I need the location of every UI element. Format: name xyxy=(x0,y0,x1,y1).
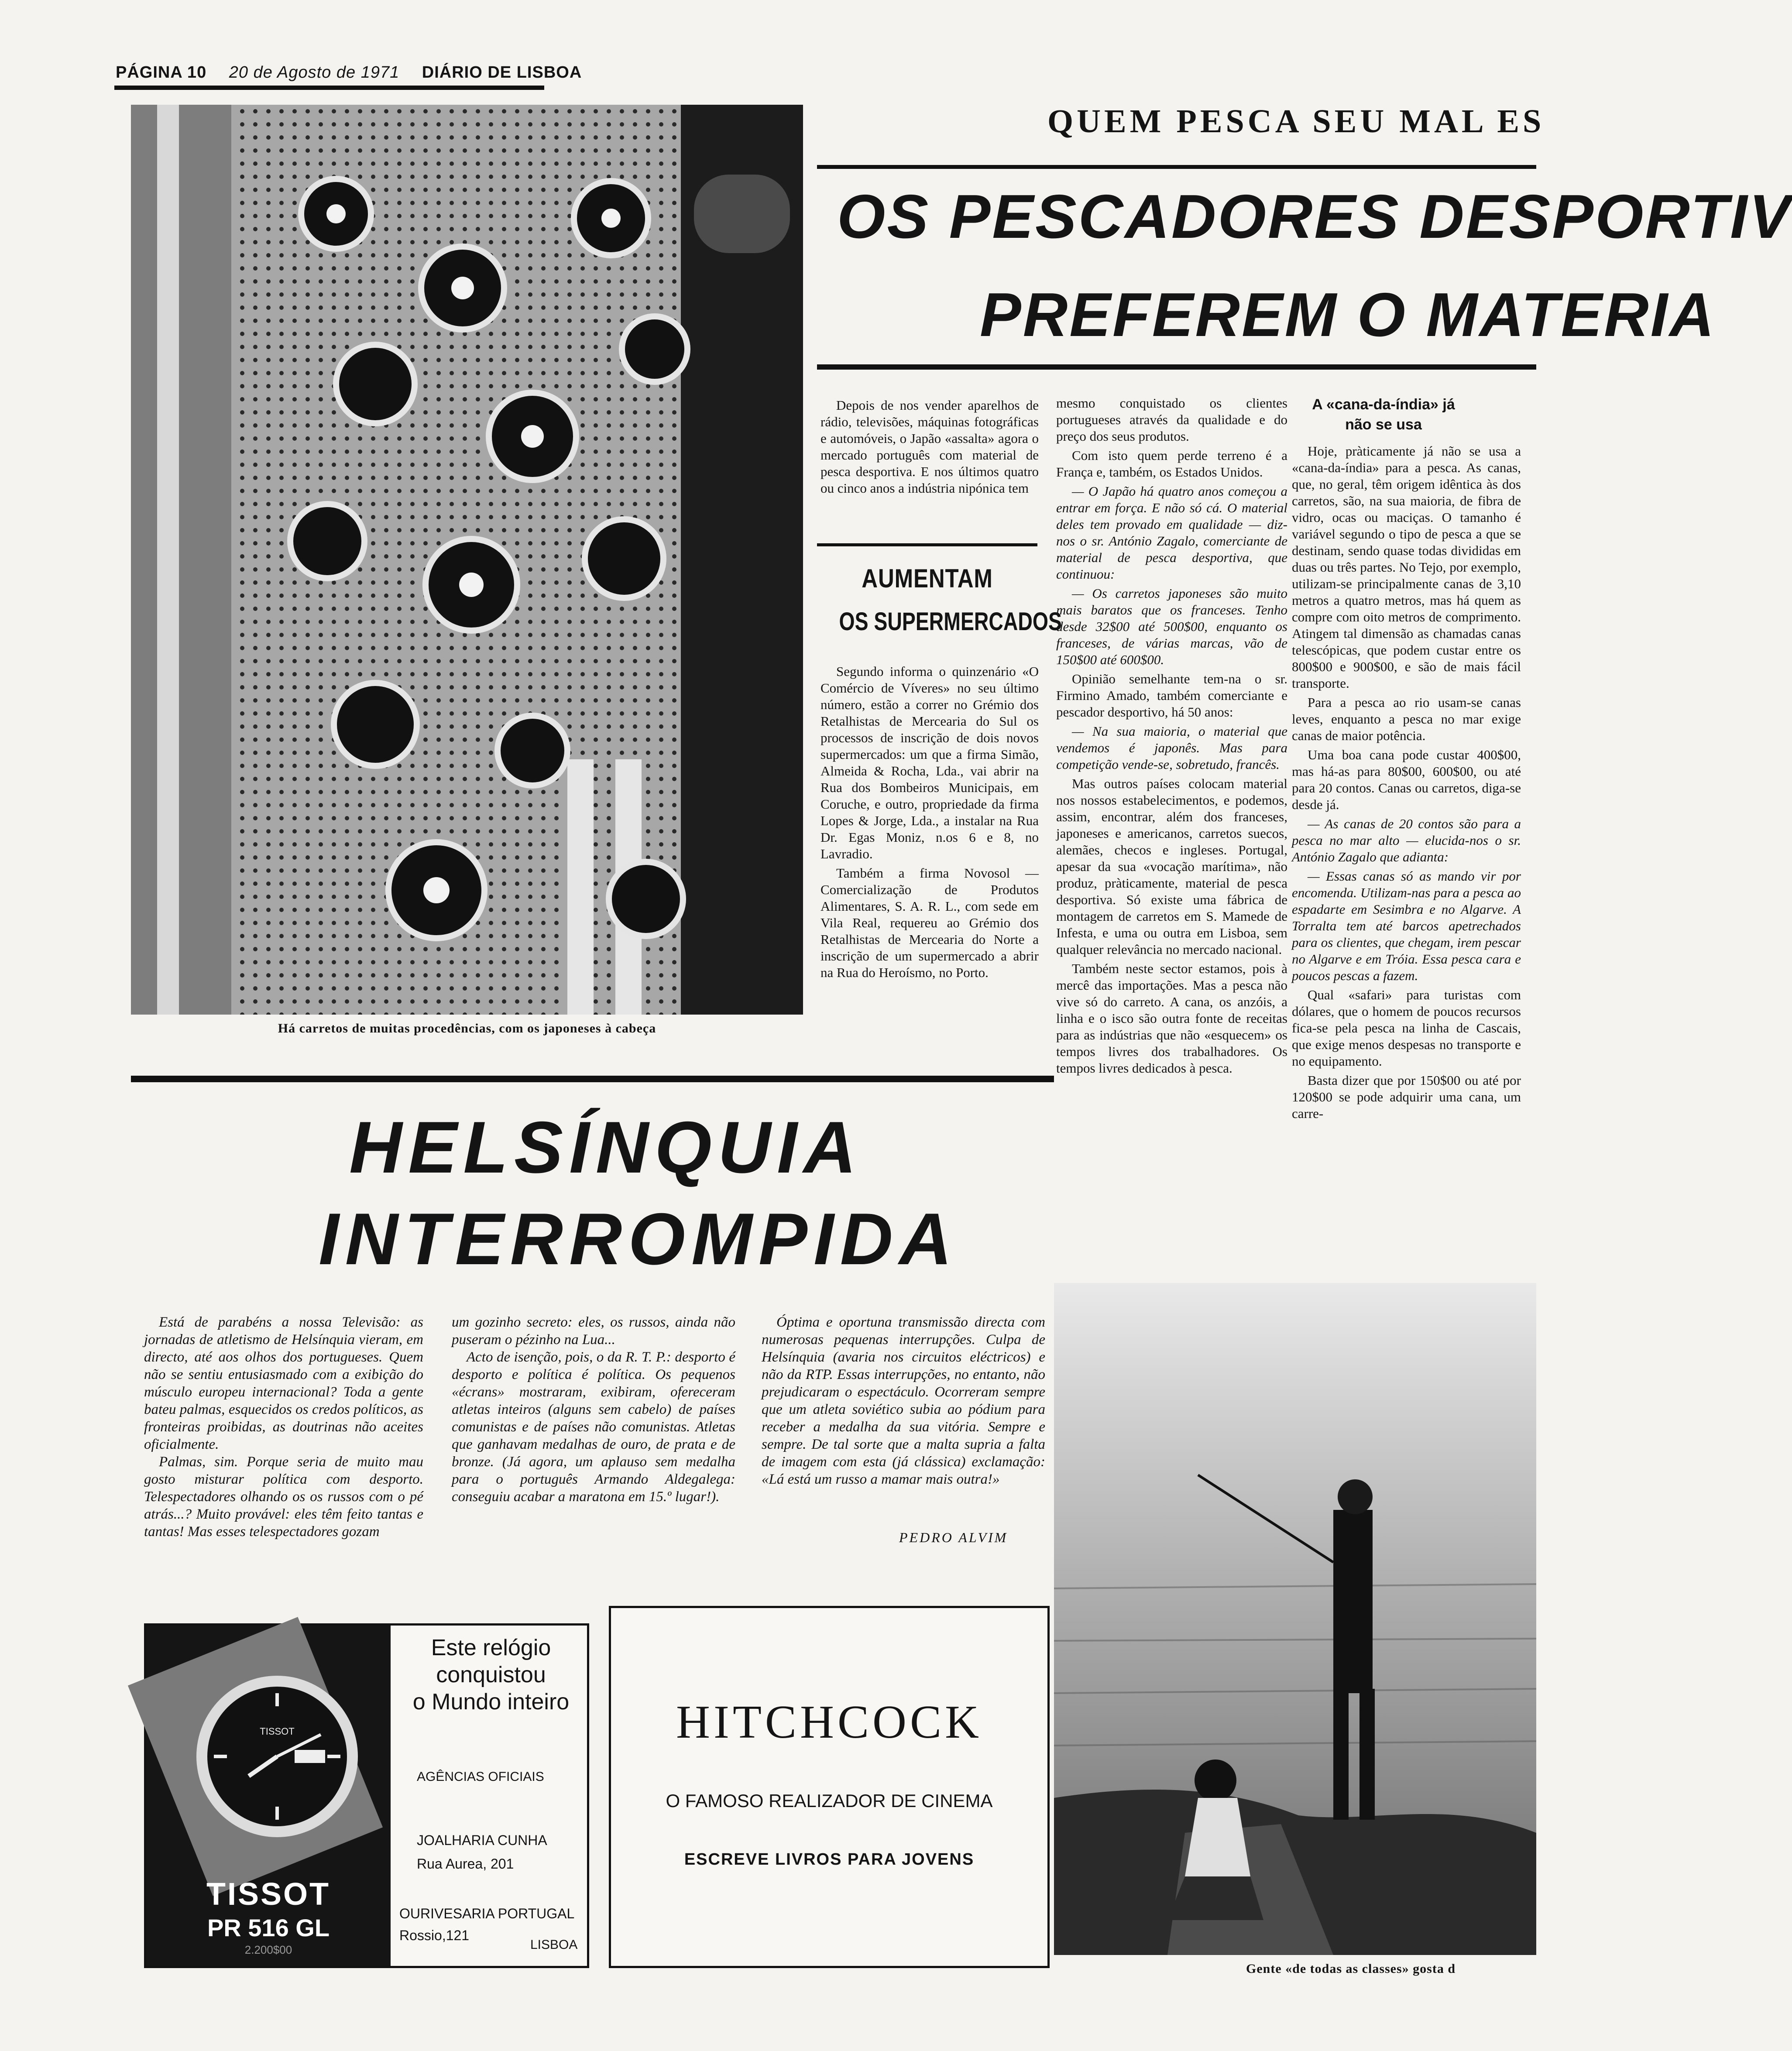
helsinki-col1-p2: Palmas, sim. Porque seria de muito mau gosto misturar política com desporto. Telespectadores olhando os os russos com o pé atrás...? Muito provável: eles têm feito tantas e tantas! Mas esses telespectadores gozam xyxy=(144,1454,423,1540)
fishing-col2-p1: mesmo conquistado os clientes portugueses através da qualidade e do preço dos seus produtos. xyxy=(1056,395,1287,444)
header-rule xyxy=(114,86,544,90)
fishing-col3-p2: Para a pesca ao rio usam-se canas leves, enquanto a pesca no mar exige canas de maior potência. xyxy=(1292,695,1521,743)
photo-caption-reels: Há carretos de muitas procedências, com os japoneses à cabeça xyxy=(278,1021,656,1036)
fishing-col3-quote-20-contos: — As canas de 20 contos são para a pesca no mar alto — elucida-nos o sr. António Zagalo que adianta: xyxy=(1292,816,1521,864)
page-folio xyxy=(116,63,599,82)
hitchcock-title: HITCHCOCK xyxy=(676,1696,983,1748)
fishing-col3-p6: Qual «safari» para turistas com dólares, que o homem de poucos recursos fica-se pela pesca na linha de Cascais, que exige menos despesas no transporte e no equipamento. xyxy=(1292,987,1521,1069)
fishing-lead-paragraph: Depois de nos vender aparelhos de rádio, televisões, máquinas fotográficas e automóveis, o Japão «assalta» agora o mercado português com material de pesca desportiva. E nos últimos quatro ou cinco anos a indústria nipónica tem xyxy=(820,398,1039,496)
fishing-column-2 xyxy=(1056,395,1287,1079)
tissot-price: 2.200$00 xyxy=(244,1943,292,1956)
kicker-rule xyxy=(817,165,1536,169)
fishing-col2-quote-zagalo: — O Japão há quatro anos começou a entrar em força. E não só cá. O material deles tem provado em qualidade — diz-nos o sr. António Zagalo, comerciante de material de pesca desportiva, que continuou: xyxy=(1056,484,1287,582)
helsinki-col1-p1: Está de parabéns a nossa Televisão: as jornadas de atletismo de Helsínquia vieram, em directo, até aos olhos dos portugueses. Quem não se sentiu entusiasmado com a exibição do músculo europeu internacional? Toda a gente bateu palmas, esquecidos os credos políticos, as fronteiras proibidas, as doutrinas não aceites oficialmente. xyxy=(144,1314,423,1452)
tissot-agencies-heading: AGÊNCIAS OFICIAIS xyxy=(417,1770,544,1784)
watch-icon xyxy=(146,1626,391,1887)
hitchcock-tagline-2: ESCREVE LIVROS PARA JOVENS xyxy=(684,1850,975,1869)
fishing-col2-quote-prices: — Os carretos japoneses são muito mais baratos que os franceses. Tenho desde 32$00 até 500$00, enquanto os franceses, de várias marcas, vão de 150$00 até 600$00. xyxy=(1056,586,1287,667)
supermarkets-column xyxy=(820,663,1039,984)
tissot-tagline-line2: conquistou xyxy=(436,1662,546,1687)
cana-da-india-subheading: A «cana-da-índia» já não se usa xyxy=(1312,396,1455,433)
fishing-col2-p5: Opinião semelhante tem-na o sr. Firmino Amado, também comerciante e pescador desportivo, há 50 anos: xyxy=(1056,671,1287,720)
supermarkets-headline-line1: AUMENTAM xyxy=(862,564,993,593)
fishing-column-1 xyxy=(820,397,1039,499)
fishing-headline-line1: OS PESCADORES DESPORTIV xyxy=(837,182,1792,251)
helsinki-col2-p1: um gozinho secreto: eles, os russos, ainda não puseram o pézinho na Lua... xyxy=(452,1314,735,1348)
supermarkets-paragraph-2: Também a firma Novosol — Comercialização de Produtos Alimentares, S. A. R. L., com sede em Vila Real, requereu ao Grémio dos Retalhistas de Mercearia do Norte a inscrição de um supermercado a abrir na Rua do Heroísmo, no Porto. xyxy=(820,865,1039,980)
helsinki-column-1 xyxy=(144,1314,423,1540)
helsinki-col2-p2: Acto de isenção, pois, o da R. T. P.: desporto é desporto e política é política. Os pequenos «écrans» mostraram, exibiram, ofereceram atletas inteiros (alguns sem cabelo) de países comunistas e de países não comunistas. Atletas que ganhavam medalhas de ouro, de prata e de bronze. (Já agora, um aplauso sem medalha para o português Armando Aldegalega: conseguiu acabar a maratona em 15.º lugar!). xyxy=(452,1349,735,1505)
section-rule-helsinki xyxy=(131,1076,1054,1082)
fishing-reels-photo xyxy=(131,105,803,1015)
fishing-col3-p3: Uma boa cana pode custar 400$00, mas há-as para 80$00, 600$00, ou até para 20 contos. Canas ou carretos, diga-se desde já. xyxy=(1292,747,1521,812)
tissot-tagline-line1: Este relógio xyxy=(431,1635,551,1660)
tissot-model: PR 516 GL xyxy=(207,1914,330,1941)
tissot-store-1 xyxy=(417,1828,547,1876)
watch-dial-brand: TISSOT xyxy=(260,1726,295,1737)
tissot-tagline-line3: o Mundo inteiro xyxy=(412,1689,570,1715)
tissot-brand-logo: TISSOT xyxy=(206,1877,330,1912)
page-number: PÁGINA 10 xyxy=(116,63,207,82)
fishing-col3-quote-encomenda: — Essas canas só as mando vir por encomenda. Utilizam-nas para a pesca ao espadarte em Sesimbra e no Algarve. A Torralta tem até barcos apetrechados para os clientes, que chegam, irem pescar no Algarve e em Tróia. Essa pesca cara e poucos pescas a fazem. xyxy=(1292,868,1521,983)
supermarkets-headline-line2: OS SUPERMERCADOS xyxy=(839,607,1062,636)
hitchcock-tagline-1: O FAMOSO REALIZADOR DE CINEMA xyxy=(666,1790,993,1811)
fishing-col2-p8: Também neste sector estamos, pois à mercê das importações. Mas a pesca não vive só do carreto. A cana, os anzóis, a linha e o isco são outra fonte de receitas para as indústrias que não «esquecem» os tempos livres dos trabalhadores. Os tempos livres dedicados à pesca. xyxy=(1056,961,1287,1076)
tissot-city: LISBOA xyxy=(530,1938,578,1952)
column-divider-rule xyxy=(817,543,1037,546)
tissot-store-2-name: OURIVESARIA PORTUGAL xyxy=(399,1906,575,1921)
supermarkets-paragraph-1: Segundo informa o quinzenário «O Comércio de Víveres» no seu último número, estão a correr no Grémio dos Retalhistas de Mercearia do Sul os processos de inscrição de dois novos supermercados: um que a firma Simão, Almeida & Rocha, Lda., vai abrir na Rua dos Bombeiros Municipais, em Coruche, e outro, propriedade da firma Lopes & Jorge, Lda., a instalar na Rua Dr. Egas Moniz, n.os 6 e 8, no Lavradio. xyxy=(820,664,1039,861)
tissot-advertisement xyxy=(144,1623,589,1968)
fishing-col3-p7: Basta dizer que por 150$00 ou até por 120$00 se pode adquirir uma cana, um carre- xyxy=(1292,1073,1521,1121)
helsinki-title-line1: HELSÍNQUIA xyxy=(349,1106,863,1188)
fishing-headline-line2: PREFEREM O MATERIA xyxy=(980,280,1716,350)
seaside-fishing-image xyxy=(1054,1283,1536,1955)
tissot-tagline xyxy=(399,1634,583,1715)
seaside-fishing-photo xyxy=(1054,1283,1536,1955)
tissot-store-1-name: JOALHARIA CUNHA xyxy=(417,1832,547,1848)
helsinki-byline: PEDRO ALVIM xyxy=(899,1530,1008,1545)
newspaper-name: DIÁRIO DE LISBOA xyxy=(422,63,582,82)
fishing-col2-p7: Mas outros países colocam material nos nossos estabelecimentos, e podemos, assim, encontrar, além dos franceses, japoneses e americanos, carretos suecos, alemães, checos e ingleses. Portugal, apesar da sua «vocação marítima», não produz, pràticamente, material de pesca desportiva. Só existe uma fábrica de montagem de carretos em S. Mamede de Infesta, e uma ou outra em Lisboa, sem qualquer relevância no mercado nacional. xyxy=(1056,776,1287,957)
issue-date: 20 de Agosto de 1971 xyxy=(229,63,400,82)
fishing-col2-quote-amado: — Na sua maioria, o material que vendemos é japonês. Mas para competição vende-se, sobretudo, francês. xyxy=(1056,724,1287,772)
article-kicker: QUEM PESCA SEU MAL ES xyxy=(1047,103,1545,140)
headline-rule xyxy=(817,364,1536,370)
fishing-col3-p1: Hoje, pràticamente já não se usa a «cana-da-índia» para a pesca. As canas, que, no geral, têm origem idêntica às dos carretos, são, na sua maioria, de fibra de vidro, ocas ou maciças. O tamanho é variável segundo o tipo de pesca a que se destinam, sendo quase todas divididas em duas ou três partes. No Tejo, por exemplo, utilizam-se principalmente canas de 3,10 metros a quatro metros, mas há quem as compre com oito metros de comprimento. Atingem tal dimensão as chamadas canas telescópicas, que podem custar entre os 800$00 e 900$00, e são de mais fácil transporte. xyxy=(1292,443,1521,691)
tissot-store-2-address: Rossio,121 xyxy=(399,1928,470,1943)
hitchcock-advertisement xyxy=(609,1606,1050,1968)
helsinki-title-line2: INTERROMPIDA xyxy=(319,1198,958,1280)
fishing-col2-p2: Com isto quem perde terreno é a França e, também, os Estados Unidos. xyxy=(1056,448,1287,480)
photo-caption-seaside: Gente «de todas as classes» gosta d xyxy=(1246,1962,1456,1976)
supermarkets-headline xyxy=(817,561,1062,639)
tissot-store-1-address: Rua Aurea, 201 xyxy=(417,1856,514,1872)
helsinki-column-2 xyxy=(452,1314,735,1506)
helsinki-column-3 xyxy=(762,1314,1045,1488)
helsinki-col3-p1: Óptima e oportuna transmissão directa com numerosas pequenas interrupções. Culpa de Helsínquia (avaria nos circuitos eléctricos) e não da RTP. Essas interrupções, no entanto, não prejudicaram o espectáculo. Ocorreram sempre que um atleta soviético subia ao pódium para receber a medalha da sua vitória. Sempre e sempre. De tal sorte que a malta supria a falta de imagem com esta (já clássica) exclamação: «Lá está um russo a mamar mais outra!» xyxy=(762,1314,1045,1487)
fishing-reels-image xyxy=(131,105,803,1015)
tissot-watch-panel xyxy=(146,1626,391,1966)
fishing-column-3 xyxy=(1292,443,1521,1125)
